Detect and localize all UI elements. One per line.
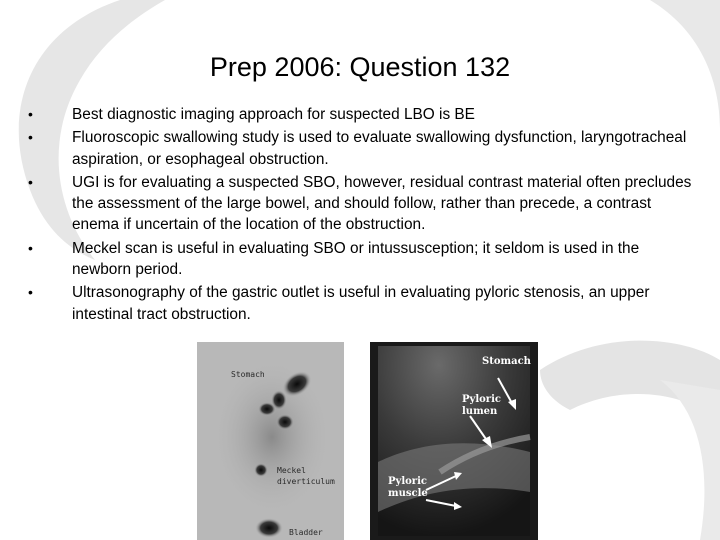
bullet-text: Fluoroscopic swallowing study is used to evaluate swallowing dysfunction, laryngotracheal aspiration, or esophageal obstruction. xyxy=(72,129,687,168)
diverticulum-label: diverticulum xyxy=(277,477,335,486)
stomach-us-label: Stomach xyxy=(482,356,531,367)
bullet-dot: • xyxy=(28,129,33,146)
bullet-item xyxy=(20,238,700,281)
bullet-dot: • xyxy=(28,284,33,301)
ultrasound-graphic xyxy=(370,342,538,540)
slide-title: Prep 2006: Question 132 xyxy=(209,52,511,82)
pyloric-muscle-label-1: Pyloric xyxy=(388,476,427,487)
bullet-list xyxy=(20,104,700,327)
meckel-scan-graphic xyxy=(197,342,344,540)
stomach-label: Stomach xyxy=(231,370,265,379)
bullet-dot: • xyxy=(28,106,33,122)
bullet-text: UGI is for evaluating a suspected SBO, however, residual contrast material often precludes the assessment of the large bowel, and should follow, rather than precede, a contrast enema if uncertain of the location of the obstruction. xyxy=(72,173,692,234)
bullet-item xyxy=(20,104,700,125)
bullet-text: Ultrasonography of the gastric outlet is useful in evaluating pyloric stenosis, an upper intestinal tract obstruction. xyxy=(72,284,650,323)
bullet-item xyxy=(20,282,700,325)
bullet-dot: • xyxy=(28,173,33,190)
pyloric-ultrasound-image xyxy=(370,342,538,540)
bullet-dot: • xyxy=(28,239,33,256)
bullet-text: Meckel scan is useful in evaluating SBO or intussusception; it seldom is used in the newborn period. xyxy=(72,239,640,279)
bullet-item xyxy=(20,172,700,236)
meckel-scan-image xyxy=(197,342,344,540)
meckel-label: Meckel xyxy=(277,466,306,475)
pyloric-lumen-label-2: lumen xyxy=(462,406,498,417)
bullet-text: Best diagnostic imaging approach for suspected LBO is BE xyxy=(72,106,475,123)
bladder-label: Bladder xyxy=(289,528,323,537)
bullet-item xyxy=(20,127,700,170)
pyloric-lumen-label-1: Pyloric xyxy=(462,394,501,405)
pyloric-muscle-label-2: muscle xyxy=(388,488,428,499)
